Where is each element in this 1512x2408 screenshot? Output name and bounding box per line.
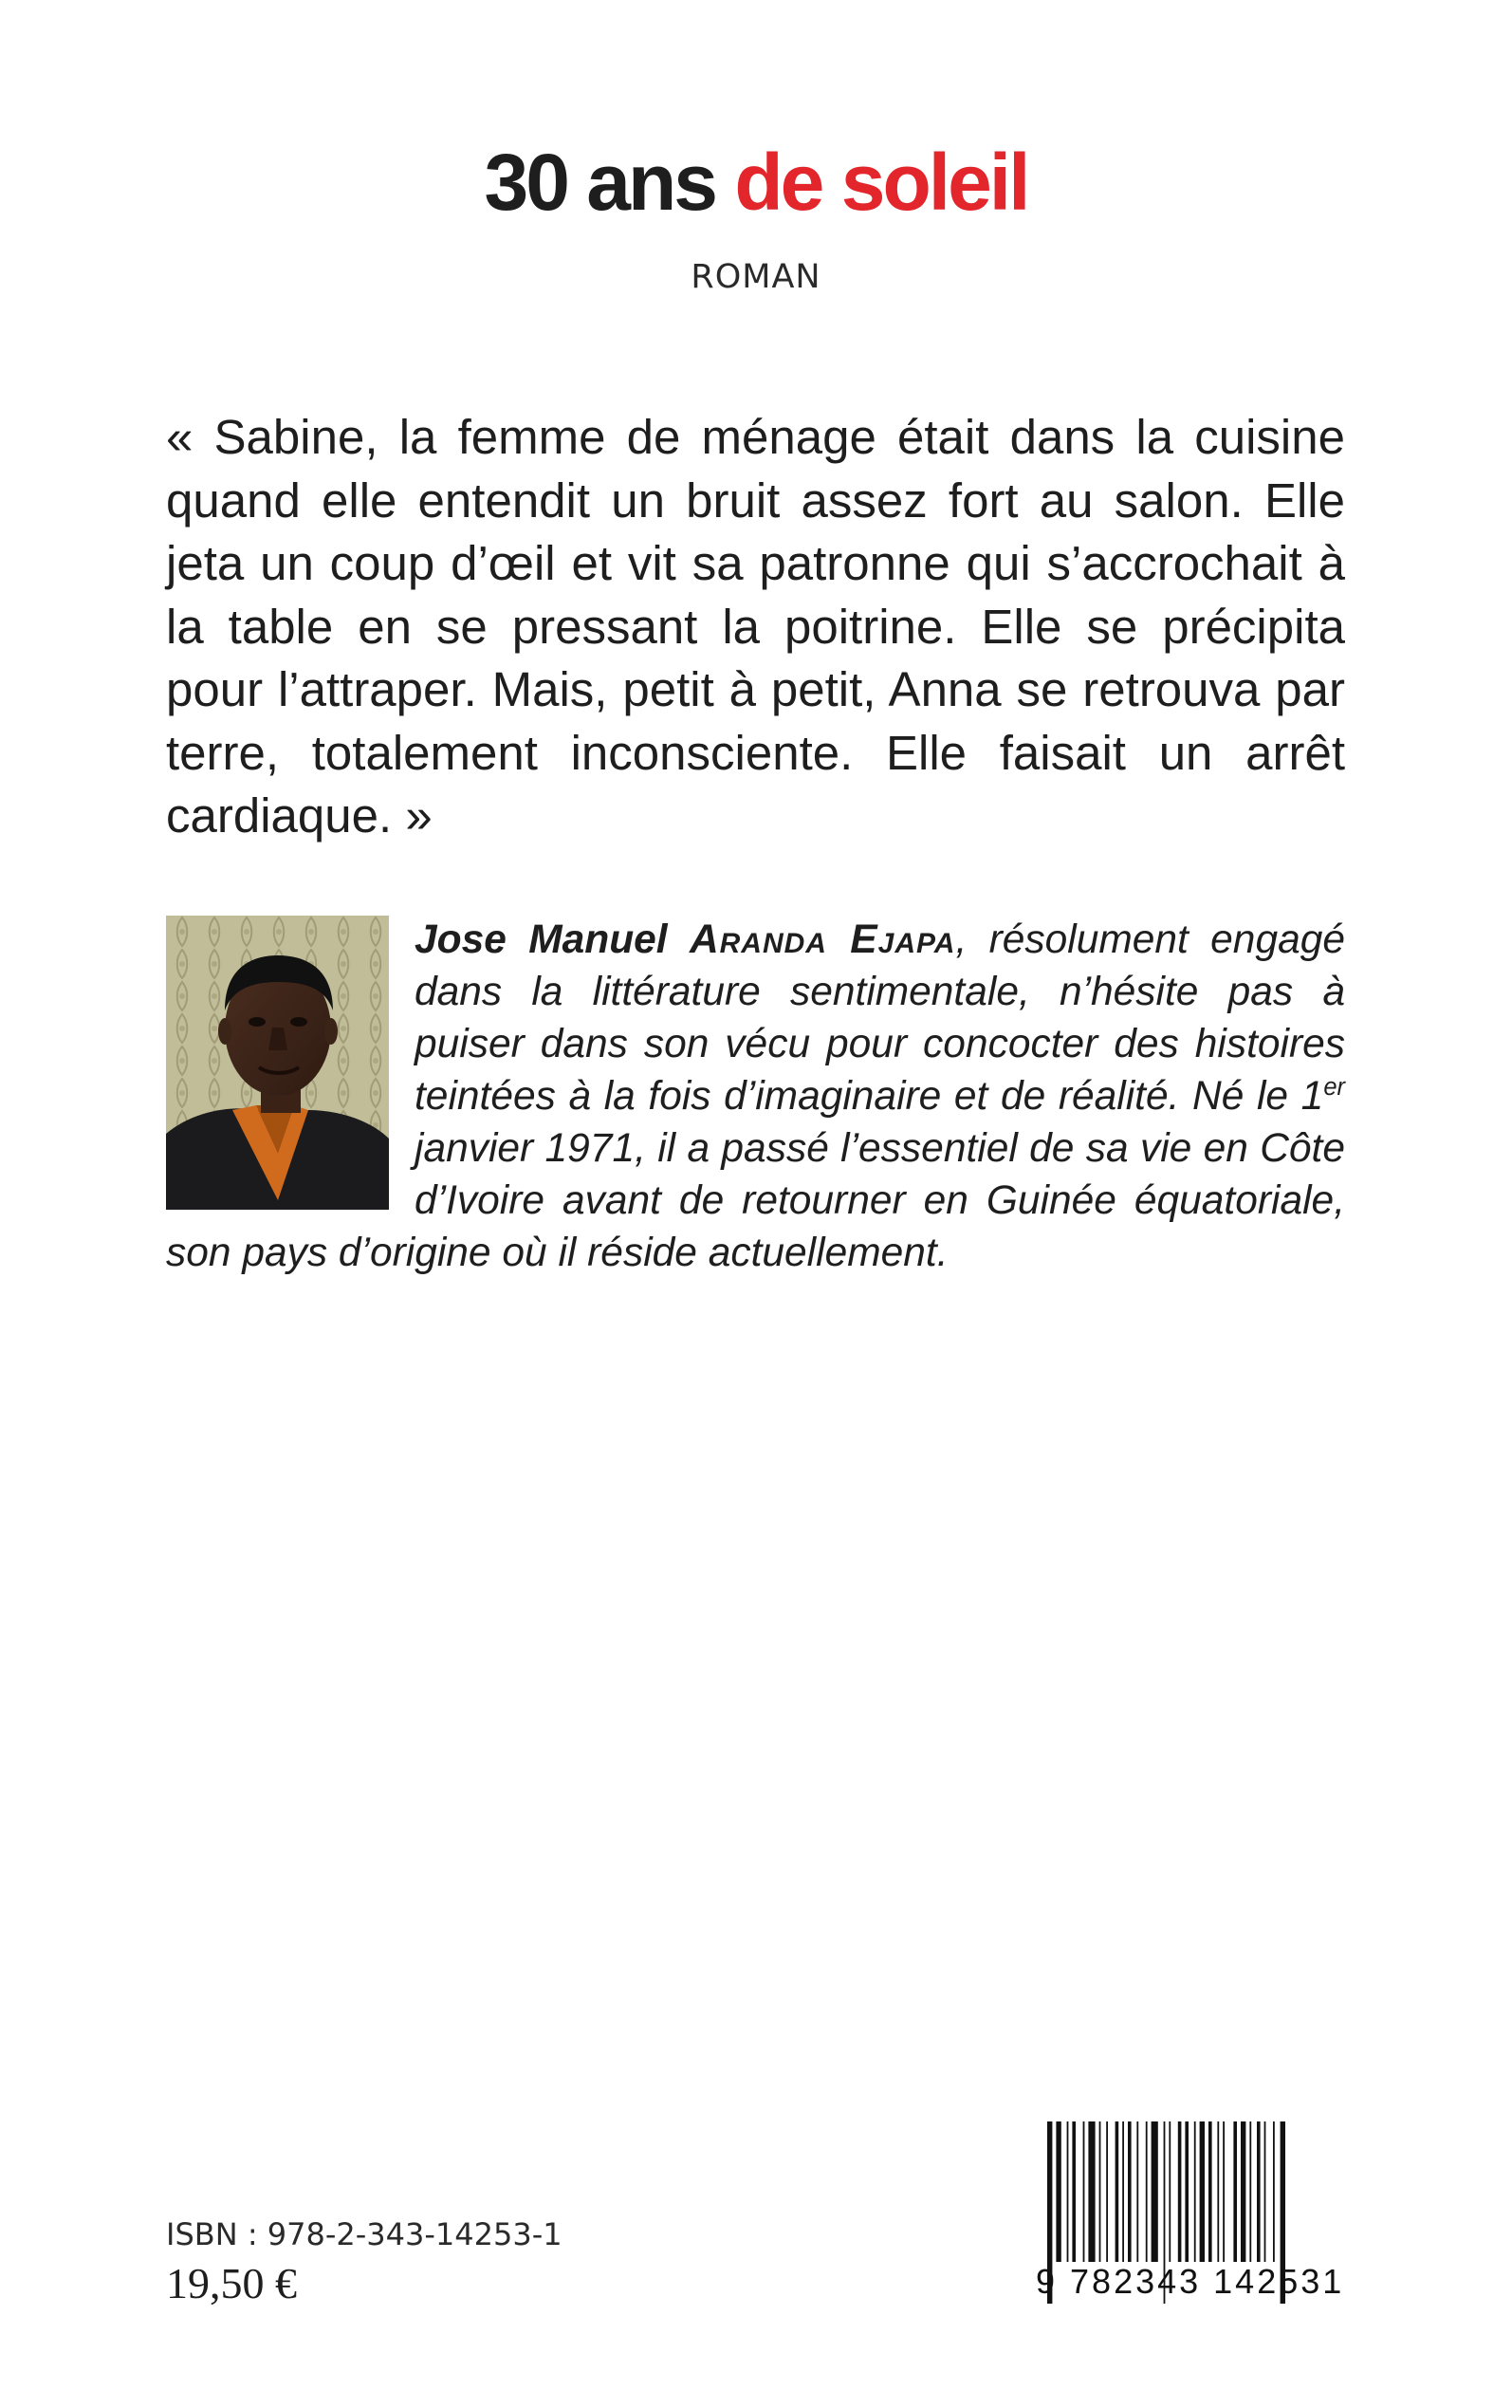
author-photo — [166, 916, 389, 1210]
barcode-bar — [1152, 2121, 1158, 2262]
blurb-quote: « Sabine, la femme de ménage était dans la cuisine quand elle entendit un bruit assez fort au salon. Elle jeta un coup d’œil et vit sa patronne qui s’accrochait à la table en se pressant la poitrine. Elle se précipita pour l’attraper. Mais, petit à petit, Anna se retrouva par terre, totalement inconsciente. Elle faisait un arrêt cardiaque. » — [166, 410, 1345, 843]
barcode-bar — [1088, 2121, 1095, 2262]
barcode-bar — [1257, 2121, 1261, 2262]
barcode-bar — [1233, 2121, 1237, 2262]
barcode-bar — [1136, 2121, 1138, 2262]
barcode-bar — [1200, 2121, 1205, 2262]
barcode-bar — [1194, 2121, 1196, 2262]
barcode-bar — [1223, 2121, 1225, 2262]
bio-text-2: janvier 1971, il a passé l’essentiel de sa vie en Côte d’Ivoire avant de retourner en Guinée équatoriale, son pays d’origine où il réside actuellement. — [166, 1126, 1345, 1275]
barcode-bar — [1116, 2121, 1119, 2262]
book-title-part2: de soleil — [734, 138, 1028, 227]
barcode-bar — [1241, 2121, 1245, 2262]
barcode-bar — [1273, 2121, 1275, 2262]
barcode-digits: 9 782343 142531 — [1036, 2262, 1345, 2301]
barcode-bar — [1185, 2121, 1189, 2262]
bio-ordinal-sup: er — [1323, 1073, 1345, 1101]
bio-text-1: , résolument engagé dans la littérature sentimentale, n’hésite pas à puiser dans son vécu pour concocter des histoires teintées à la fois d’imaginaire et de réalité. Né le 1 — [415, 917, 1345, 1119]
isbn-label: ISBN : 978-2-343-14253-1 — [166, 2216, 562, 2252]
price-label: 19,50 € — [166, 2259, 297, 2307]
book-genre: ROMAN — [691, 258, 821, 296]
barcode-bar — [1056, 2121, 1060, 2262]
author-first-name: Jose Manuel — [415, 917, 668, 962]
barcode-bar — [1178, 2121, 1182, 2262]
barcode-bar — [1249, 2121, 1251, 2262]
barcode-bar — [1128, 2121, 1132, 2262]
author-name — [415, 917, 955, 962]
barcode-bar — [1072, 2121, 1076, 2262]
book-title-part1: 30 ans — [484, 138, 716, 227]
barcode-bar — [1106, 2121, 1108, 2262]
barcode-bar — [1169, 2121, 1171, 2262]
barcode-bar — [1099, 2121, 1101, 2262]
barcode-bar — [1067, 2121, 1069, 2262]
barcode-bar — [1264, 2121, 1266, 2262]
barcode-bar — [1122, 2121, 1124, 2262]
author-last-name: Aranda Ejapa — [689, 917, 956, 962]
barcode-bar — [1083, 2121, 1085, 2262]
barcode-bar — [1146, 2121, 1148, 2262]
book-title — [0, 138, 1512, 227]
barcode-bar — [1217, 2121, 1219, 2262]
barcode-bar — [1208, 2121, 1212, 2262]
